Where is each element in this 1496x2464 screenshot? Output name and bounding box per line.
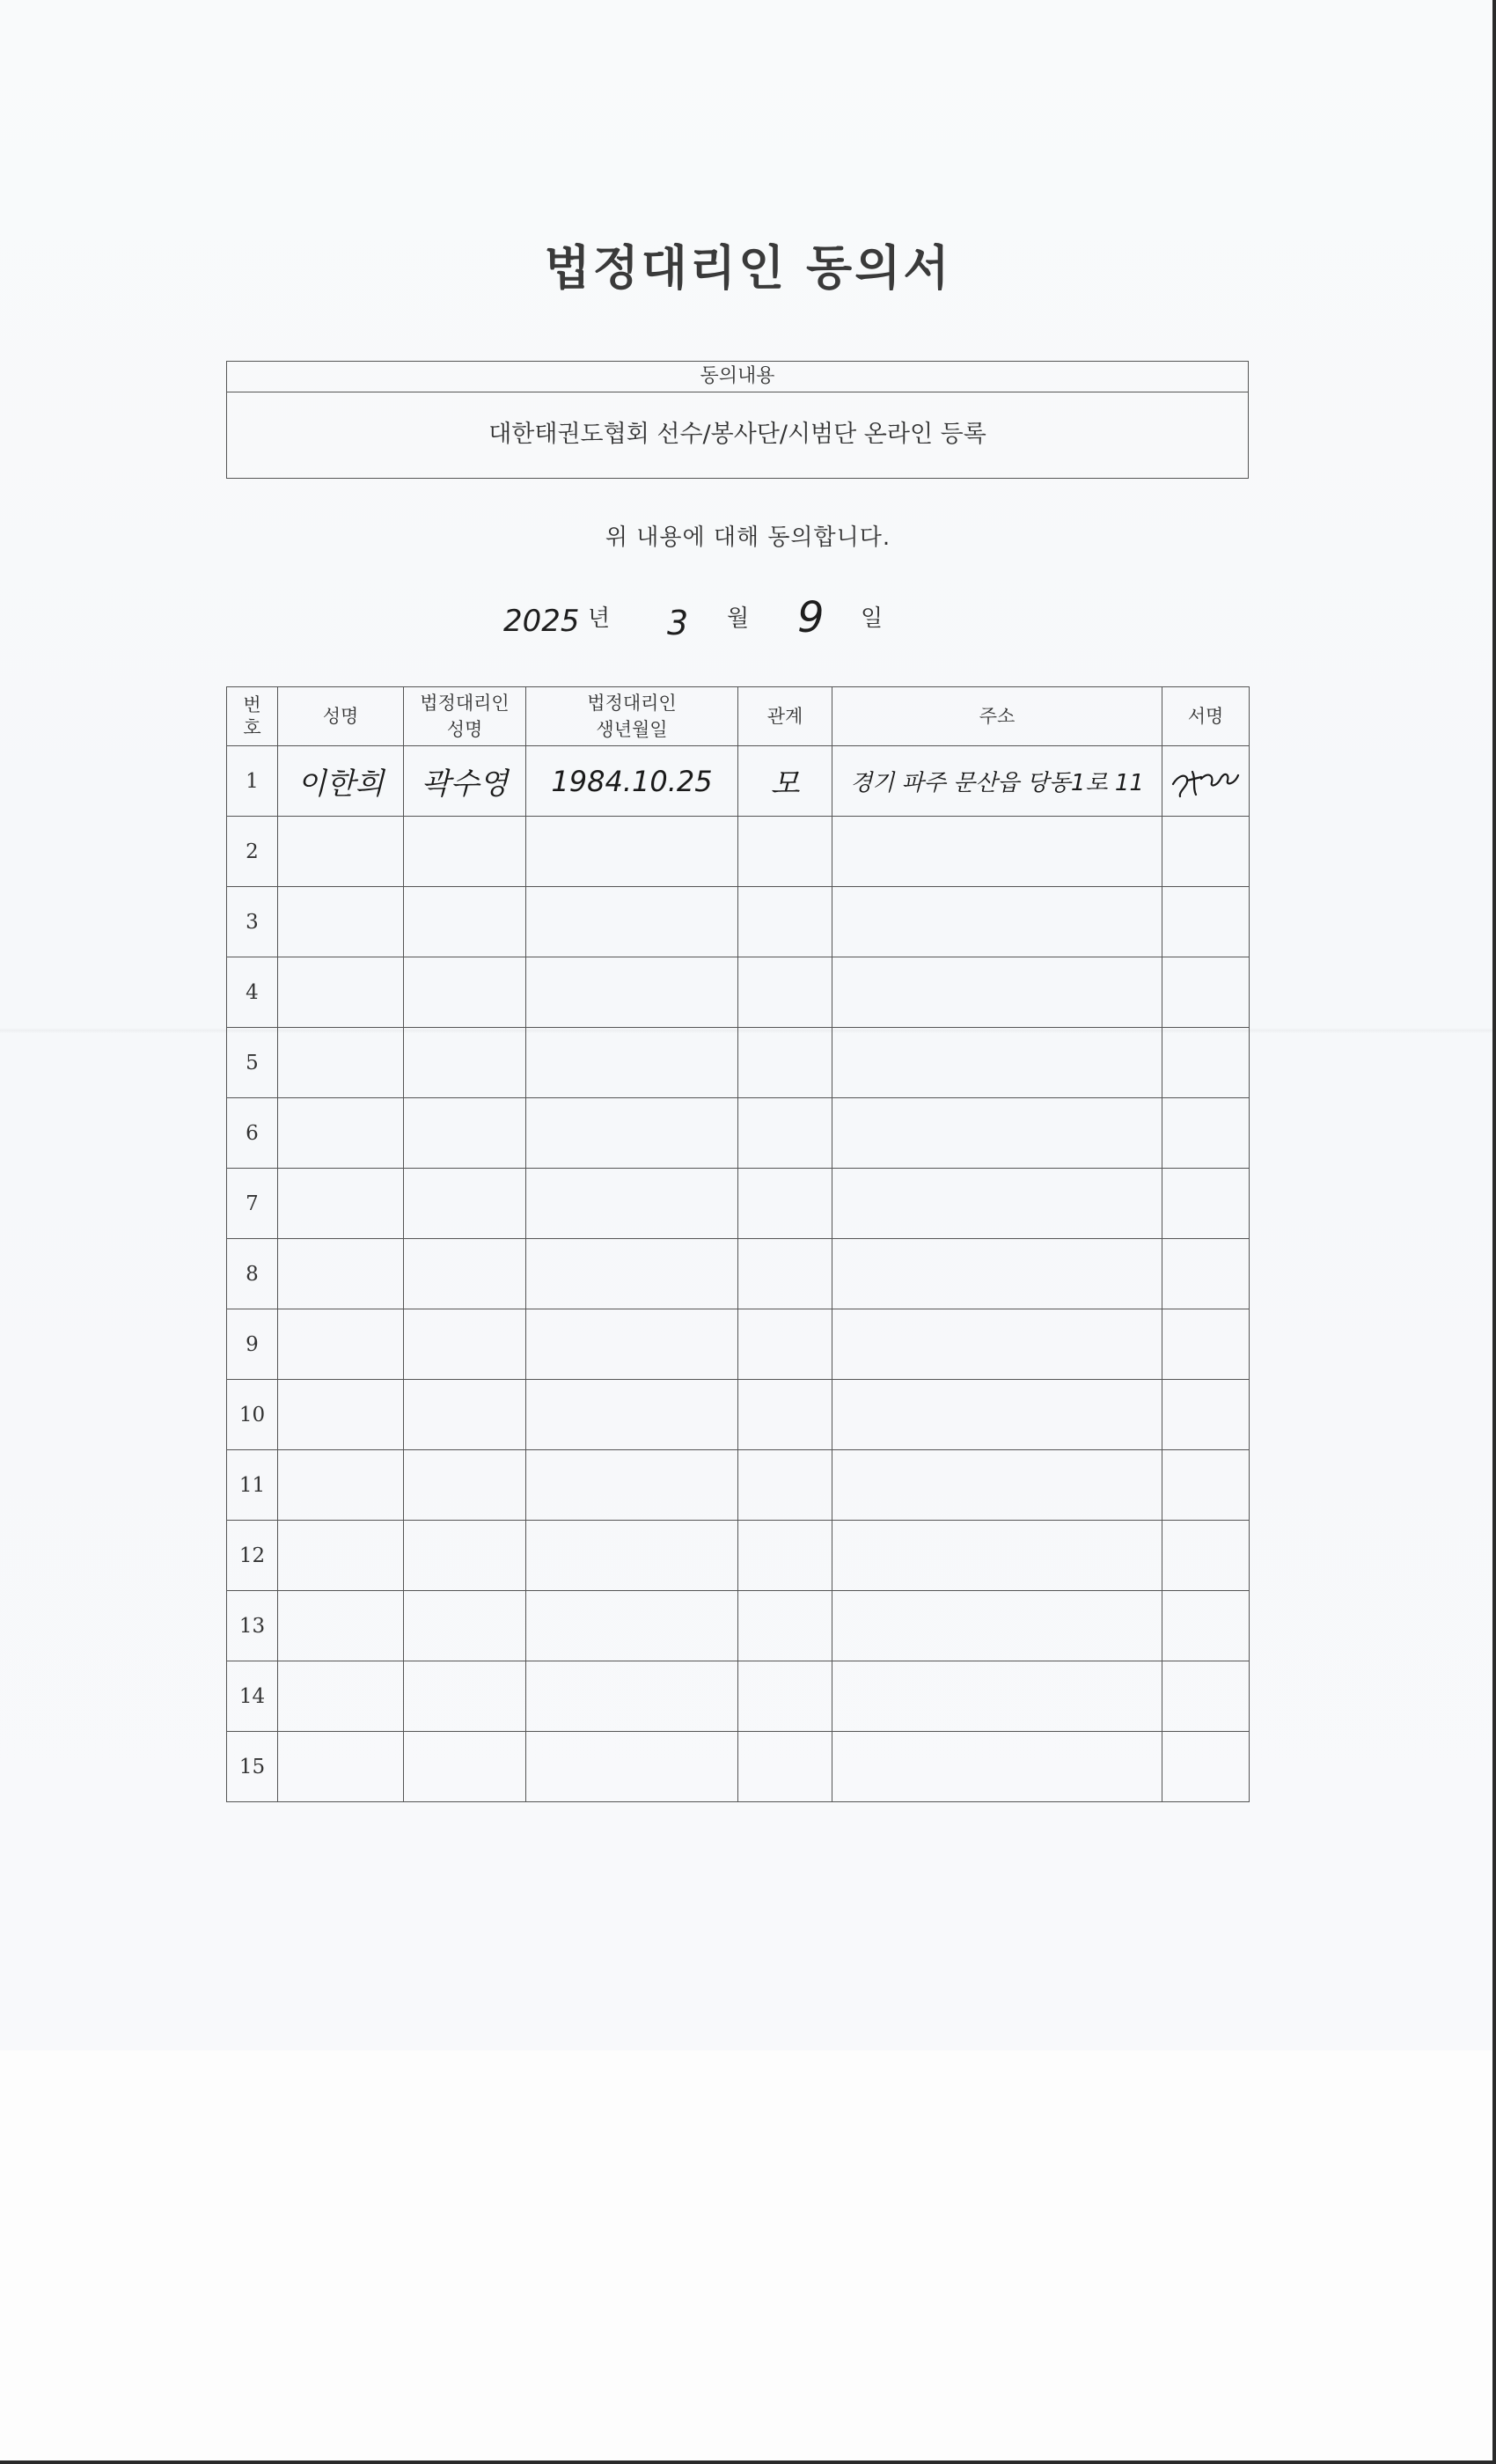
cell-signature [1162,957,1250,1028]
cell-guardian-birth [526,887,738,957]
consent-header: 동의내용 [227,362,1248,392]
table-row [227,1098,1250,1169]
cell-relation [738,1732,832,1802]
cell-no: 6 [227,1098,278,1169]
cell-guardian-birth [526,1098,738,1169]
table-row [227,746,1250,817]
header-signature: 서명 [1162,687,1250,746]
document-title: 법정대리인 동의서 [544,239,952,296]
cell-signature [1162,1098,1250,1169]
cell-signature [1162,1028,1250,1098]
signature-scribble [1166,759,1245,803]
cell-guardian-birth [526,1661,738,1732]
header-name: 성명 [278,687,404,746]
header-guardian-name: 법정대리인 성명 [404,687,526,746]
cell-guardian-birth [526,1591,738,1661]
table-row [227,817,1250,887]
cell-no: 7 [227,1169,278,1239]
table-row [227,1450,1250,1521]
cell-guardian-name [404,1380,526,1450]
date-day-unit: 일 [861,605,884,632]
cell-signature [1162,1661,1250,1732]
cell-guardian-birth [526,746,738,817]
cell-address [832,1309,1162,1380]
cell-address [832,887,1162,957]
cell-address [832,1450,1162,1521]
cell-name [278,1450,404,1521]
table-row [227,1732,1250,1802]
table-row [227,1309,1250,1380]
registration-table [226,686,1250,1802]
cell-guardian-birth [526,1521,738,1591]
cell-address [832,1380,1162,1450]
date-row [0,591,1496,653]
cell-guardian-name [404,1028,526,1098]
cell-relation [738,957,832,1028]
cell-no: 4 [227,957,278,1028]
cell-relation [738,1239,832,1309]
cell-relation [738,1098,832,1169]
cell-no: 10 [227,1380,278,1450]
cell-guardian-name [404,957,526,1028]
cell-name [278,957,404,1028]
cell-name [278,817,404,887]
cell-name [278,887,404,957]
cell-guardian-name [404,1169,526,1239]
table-row [227,1521,1250,1591]
cell-guardian-name [404,1521,526,1591]
cell-relation [738,887,832,957]
cell-guardian-birth [526,1309,738,1380]
cell-name [278,1521,404,1591]
cell-guardian-birth [526,1028,738,1098]
header-guardian-birth: 법정대리인 생년월일 [526,687,738,746]
cell-guardian-birth [526,1380,738,1450]
cell-name [278,746,404,817]
cell-guardian-name [404,887,526,957]
cell-address [832,1239,1162,1309]
cell-relation [738,1169,832,1239]
cell-address [832,1591,1162,1661]
date-day-handwritten: 9 [797,593,825,642]
cell-address [832,1521,1162,1591]
cell-name [278,1098,404,1169]
cell-address [832,957,1162,1028]
cell-relation [738,817,832,887]
cell-no: 9 [227,1309,278,1380]
cell-name [278,1380,404,1450]
consent-box [226,361,1249,479]
cell-guardian-name [404,1732,526,1802]
cell-address [832,1732,1162,1802]
cell-relation [738,1661,832,1732]
cell-no: 2 [227,817,278,887]
cell-name [278,1169,404,1239]
cell-signature [1162,746,1250,817]
table-row [227,957,1250,1028]
cell-no: 1 [227,746,278,817]
cell-guardian-birth [526,1450,738,1521]
scan-edge-bottom [0,2460,1496,2464]
cell-no: 15 [227,1732,278,1802]
cell-signature [1162,1450,1250,1521]
consent-body: 대한태권도협회 선수/봉사단/시범단 온라인 등록 [488,421,986,448]
table-row [227,887,1250,957]
cell-signature [1162,1169,1250,1239]
date-month-handwritten: 3 [667,604,689,642]
cell-no: 3 [227,887,278,957]
cell-name [278,1309,404,1380]
cell-no: 5 [227,1028,278,1098]
cell-signature [1162,1521,1250,1591]
cell-name [278,1239,404,1309]
handwritten-relation: 모 [770,766,800,802]
handwritten-guardian-birth: 1984.10.25 [551,764,713,798]
header-relation: 관계 [738,687,832,746]
cell-guardian-name [404,1661,526,1732]
cell-guardian-birth [526,1732,738,1802]
cell-guardian-name [404,1239,526,1309]
cell-no: 8 [227,1239,278,1309]
agree-statement: 위 내용에 대해 동의합니다. [605,524,891,551]
handwritten-name: 이한희 [297,766,385,802]
cell-guardian-name [404,1309,526,1380]
cell-signature [1162,1309,1250,1380]
cell-name [278,1732,404,1802]
cell-no: 11 [227,1450,278,1521]
cell-relation [738,1450,832,1521]
cell-signature [1162,1732,1250,1802]
cell-relation [738,1309,832,1380]
date-year-unit: 년 [588,605,611,632]
scan-edge-right [1492,0,1496,2464]
date-month-unit: 월 [727,605,750,632]
cell-no: 13 [227,1591,278,1661]
cell-signature [1162,817,1250,887]
cell-address [832,817,1162,887]
cell-relation [738,746,832,817]
cell-address [832,1028,1162,1098]
table-row [227,1028,1250,1098]
table-row [227,1661,1250,1732]
cell-guardian-birth [526,957,738,1028]
cell-relation [738,1028,832,1098]
cell-guardian-name [404,1098,526,1169]
header-address: 주소 [832,687,1162,746]
cell-address [832,1169,1162,1239]
cell-name [278,1028,404,1098]
cell-guardian-birth [526,1169,738,1239]
cell-relation [738,1521,832,1591]
cell-no: 14 [227,1661,278,1732]
cell-address [832,746,1162,817]
table-row [227,1591,1250,1661]
cell-signature [1162,1591,1250,1661]
cell-signature [1162,887,1250,957]
table-header-row [227,687,1250,746]
cell-guardian-birth [526,817,738,887]
date-year-handwritten: 2025 [503,604,580,639]
cell-no: 12 [227,1521,278,1591]
cell-guardian-birth [526,1239,738,1309]
cell-relation [738,1591,832,1661]
table-row [227,1380,1250,1450]
cell-signature [1162,1239,1250,1309]
cell-guardian-name [404,746,526,817]
cell-name [278,1661,404,1732]
cell-relation [738,1380,832,1450]
handwritten-guardian-name: 곽수영 [421,766,509,802]
cell-guardian-name [404,1450,526,1521]
table-row [227,1169,1250,1239]
cell-name [278,1591,404,1661]
handwritten-address: 경기 파주 문산읍 당동1로 11 [850,770,1144,796]
cell-address [832,1661,1162,1732]
cell-address [832,1098,1162,1169]
cell-guardian-name [404,817,526,887]
cell-signature [1162,1380,1250,1450]
cell-guardian-name [404,1591,526,1661]
header-no: 번 호 [227,687,278,746]
table-row [227,1239,1250,1309]
